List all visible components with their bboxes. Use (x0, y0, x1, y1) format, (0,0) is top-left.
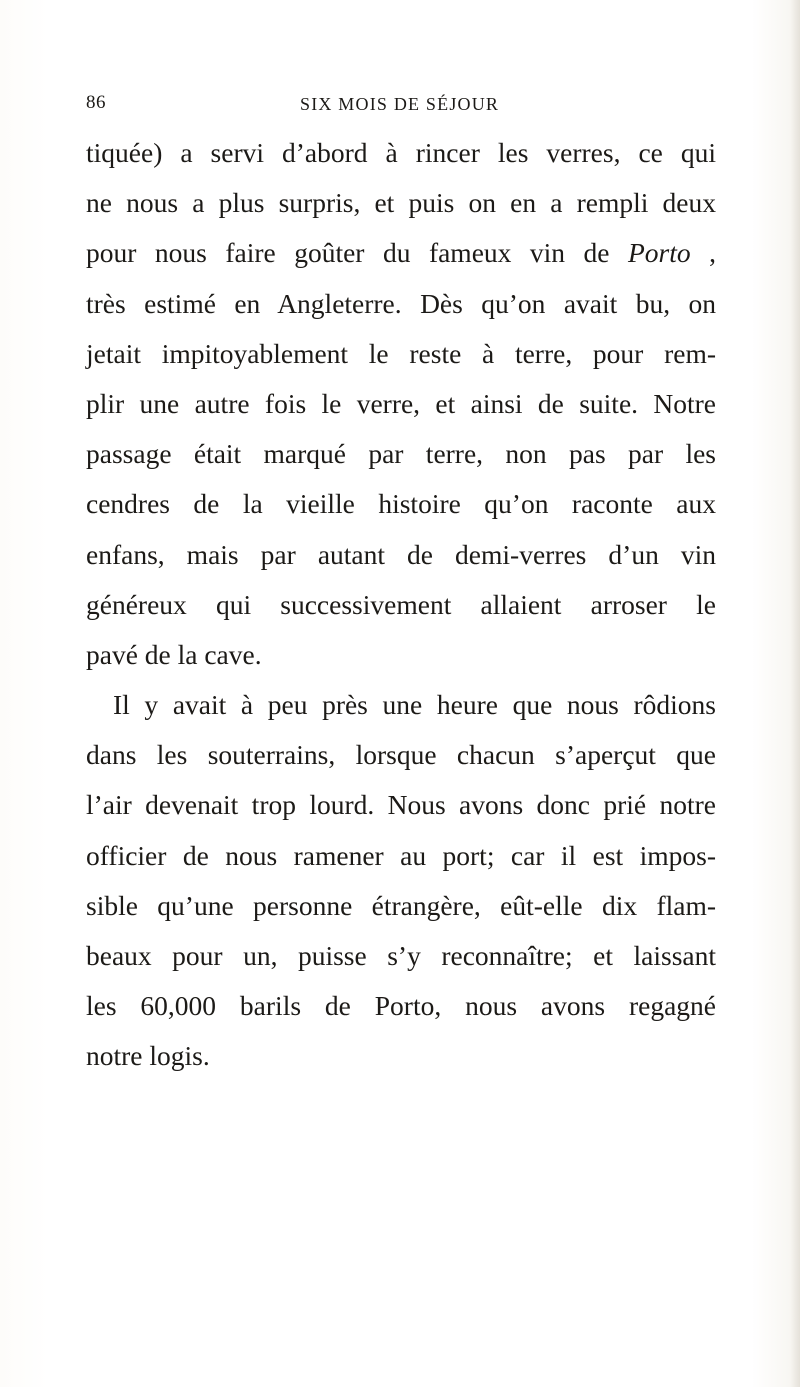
running-title: SIX MOIS DE SÉJOUR (300, 94, 500, 114)
text-line: sible qu’une personne étrangère, eût-elle dix flam- (86, 889, 716, 921)
page-header (86, 92, 712, 122)
text-segment: , (690, 237, 716, 269)
text-line: très estimé en Angleterre. Dès qu’on avait bu, on (86, 287, 716, 319)
text-line: notre logis. (86, 1040, 210, 1072)
text-line: ne nous a plus surpris, et puis on en a rempli deux (86, 187, 716, 219)
text-line: les 60,000 barils de Porto, nous avons regagné (86, 990, 716, 1022)
text-line (86, 228, 716, 278)
text-line: passage était marqué par terre, non pas par les (86, 438, 716, 470)
text-line: enfans, mais par autant de demi-verres d’un vin (86, 538, 716, 570)
page-number: 86 (86, 92, 106, 113)
page-edge-shadow (790, 0, 800, 1387)
text-line: dans les souterrains, lorsque chacun s’aperçut que (86, 739, 716, 771)
body-text (86, 128, 716, 1082)
text-line: tiquée) a servi d’abord à rincer les verres, ce qui (86, 137, 716, 168)
text-line: généreux qui successivement allaient arroser le (86, 588, 716, 620)
text-line: beaux pour un, puisse s’y reconnaître; et laissant (86, 940, 716, 971)
text-segment: pour nous faire goûter du fameux vin de (86, 237, 628, 269)
text-line: Il y avait à peu près une heure que nous rôdions (113, 689, 716, 721)
italic-word: Porto (627, 237, 691, 269)
text-line: plir une autre fois le verre, et ainsi de suite. Notre (86, 387, 716, 419)
text-line: jetait impitoyablement le reste à terre, pour rem- (86, 337, 716, 369)
text-line: officier de nous ramener au port; car il est impos- (86, 839, 716, 871)
text-line: l’air devenait trop lourd. Nous avons donc prié notre (86, 789, 716, 821)
text-line: pavé de la cave. (86, 638, 262, 670)
text-line: cendres de la vieille histoire qu’on raconte aux (86, 488, 716, 520)
